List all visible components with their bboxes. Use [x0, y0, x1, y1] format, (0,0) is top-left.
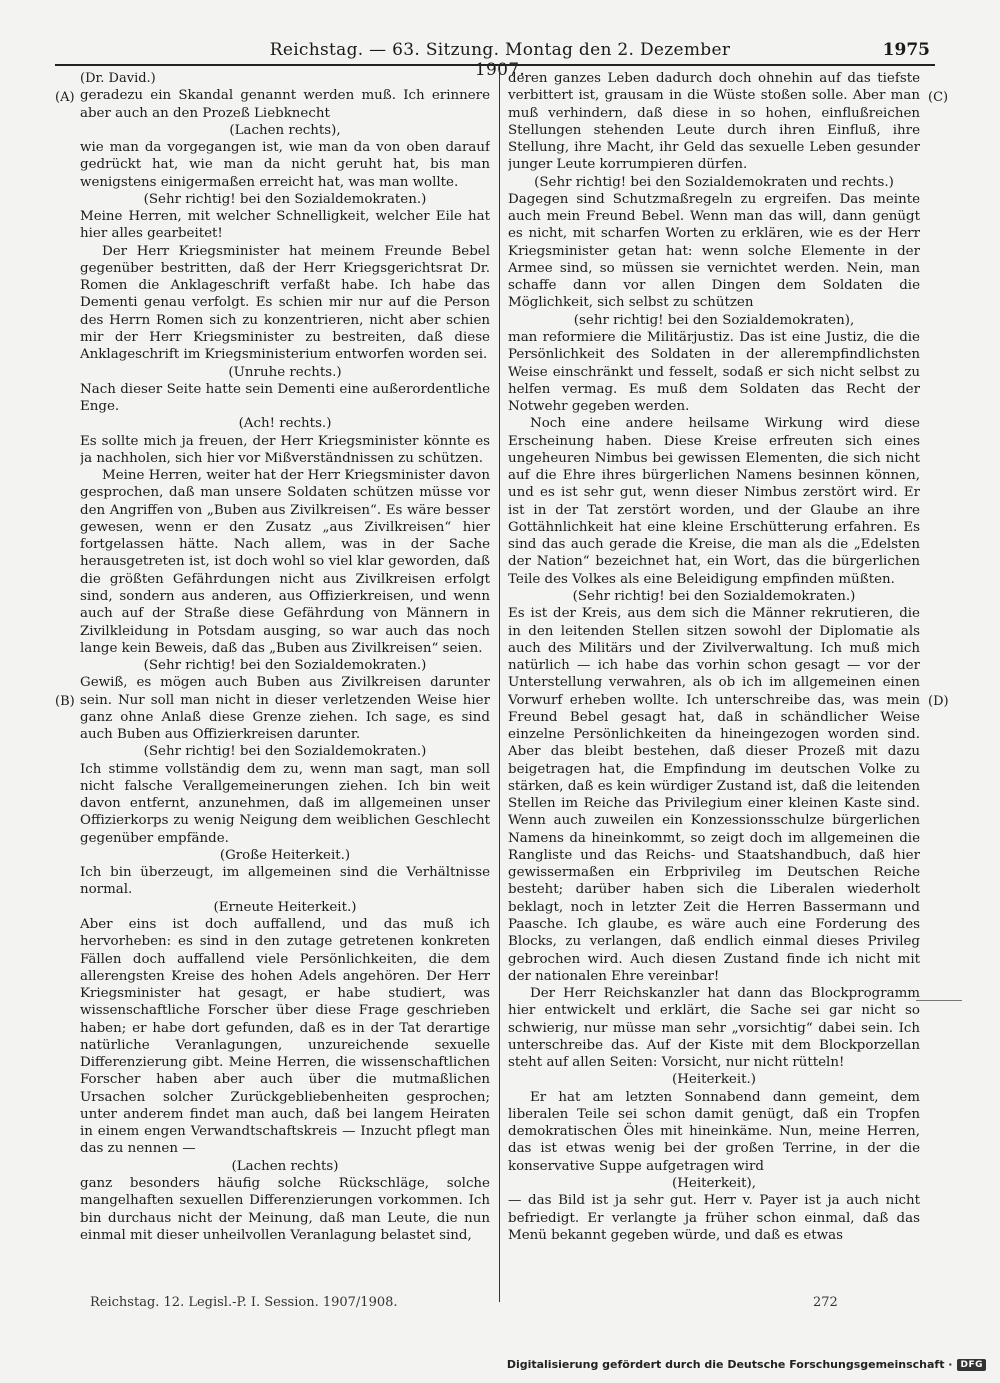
reaction: (Heiterkeit.)	[672, 1072, 756, 1088]
paragraph: Ich bin überzeugt, im allgemeinen sind die Verhältnisse normal.	[80, 865, 490, 898]
reaction: (Unruhe rechts.)	[228, 364, 342, 380]
margin-marker-b: (B)	[55, 694, 75, 709]
pencil-annotation	[916, 1000, 962, 1001]
paragraph: Meine Herren, mit welcher Schnelligkeit, welcher Eile hat hier alles gearbeitet!	[80, 209, 490, 242]
paragraph: geradezu ein Skandal genannt werden muß. Ich erinnere aber auch an den Prozeß Liebknecht	[80, 88, 490, 121]
sheet-number: 272	[813, 1295, 838, 1310]
column-divider	[499, 70, 500, 1302]
margin-marker-d: (D)	[928, 694, 949, 709]
paragraph: Noch eine andere heilsame Wirkung wird diese Erscheinung haben. Diese Kreise erfreuten sich eines ungeheuren Nimbus bei gewissen Elementen, die sich nicht auf die Ehre ihres bürgerlichen Namens besinnen können, und es ist sehr gut, wenn dieser Nimbus zerstört wird. Er ist in der Tat zerstört worden, und der Glaube an ihre Gottähnlichkeit hat eine kleine Erschütterung erfahren. Es sind das auch gerade die Kreise, die man als die „Edelsten der Nation“ bezeichnet hat, ein Wort, das die bürgerlichen Teile des Volkes als eine Beleidigung empfinden müßten.	[508, 416, 920, 587]
credit-text: Digitalisierung gefördert durch die Deutsche Forschungsgemeinschaft ·	[506, 1358, 953, 1371]
margin-marker-a: (A)	[55, 90, 75, 105]
paragraph: Dagegen sind Schutzmaßregeln zu ergreifen. Das meinte auch mein Freund Bebel. Wenn man das will, dann genügt es nicht, mit scharfen Worten zu erklären, wie es der Herr Kriegsminister getan hat: wenn solche Elemente in der Armee sind, so müssen sie vernichtet werden. Nein, man schaffe dann vor allen Dingen dem Soldaten die Möglichkeit, sich selbst zu schützen	[508, 191, 920, 311]
reaction: (Lachen rechts),	[229, 122, 341, 138]
paragraph: Gewiß, es mögen auch Buben aus Zivilkreisen darunter sein. Nur soll man nicht in dieser verletzenden Weise hier ganz ohne Anlaß diese Grenze ziehen. Ich sage, es sind auch Buben aus Offizierkreisen darunter.	[80, 675, 490, 743]
dfg-logo: DFG	[957, 1359, 986, 1371]
paragraph: Er hat am letzten Sonnabend dann gemeint, dem liberalen Teile sei schon damit genügt, daß ein Tropfen demokratischen Öles mit hineinkäme. Nun, meine Herren, das ist etwas wenig bei der großen Terrine, in der die konservative Suppe aufgetragen wird	[508, 1089, 920, 1174]
page-number: 1975	[882, 40, 930, 60]
paragraph: Es ist der Kreis, aus dem sich die Männer rekrutieren, die in den leitenden Stellen sitzen sowohl der Diplomatie als auch des Militärs und der Zivilverwaltung. Ich muß mich natürlich — ich habe das vorhin schon gesagt — vor der Unterstellung verwahren, als ob ich im allgemeinen einen Vorwurf erheben wollte. Ich unterschreibe das, was mein Freund Bebel gesagt hat, daß in schändlicher Weise einzelne Persönlichkeiten da hineingezogen worden sind. Aber das bleibt bestehen, daß dieser Prozeß mit dazu beigetragen hat, die Empfindung im deutschen Volke zu stärken, daß es kein würdiger Zustand ist, daß die leitenden Stellen im Reiche das Privilegium einer kleinen Kaste sind. Wenn auch zuweilen ein Konzessionsschulze bürgerlichen Namens da hineinkommt, so zeigt doch im allgemeinen die Rangliste und das Reichs- und Staatshandbuch, daß hier gewissermaßen ein Erbprivileg im Deutschen Reiche besteht; darüber haben sich die Liberalen wiederholt beklagt, noch in letzter Zeit die Herren Bassermann und Paasche. Ich glaube, es wäre auch eine Forderung des Blocks, zu verlangen, daß endlich einmal dieses Privileg gebrochen wird. Auch diesen Zustand finde ich nicht mit der nationalen Ehre vereinbar!	[508, 606, 920, 984]
reaction: (Heiterkeit),	[672, 1176, 756, 1191]
paragraph: Ich stimme vollständig dem zu, wenn man sagt, man soll nicht falsche Verallgemeinerungen ziehen. Ich bin weit davon entfernt, anzunehmen, daß im allgemeinen unser Offizierkorps zu wenig Neigung dem weiblichen Geschlecht gegenüber empfände.	[80, 761, 490, 846]
digitization-credit	[507, 1358, 986, 1371]
reaction: (Sehr richtig! bei den Sozialdemokraten und rechts.)	[534, 174, 894, 190]
header-rule	[55, 64, 935, 66]
paragraph: deren ganzes Leben dadurch doch ohnehin auf das tiefste verbittert ist, grausam in die Wüste stoßen solle. Aber man muß verhindern, daß diese in so hohen, einflußreichen Stellungen stehenden Leute durch ihren Einfluß, ihre Stellung, ihre Macht, ihr Geld das sexuelle Leben gesunder junger Leute korrumpieren dürfen.	[508, 71, 920, 173]
reaction: (Sehr richtig! bei den Sozialdemokraten.)	[572, 588, 856, 604]
running-header: Reichstag. — 63. Sitzung. Montag den 2. Dezember 1907.	[269, 40, 731, 80]
paragraph: man reformiere die Militärjustiz. Das ist eine Justiz, die die Persönlichkeit des Soldaten in der allerempfindlichsten Weise einschränkt und fesselt, sodaß er sich nicht selbst zu helfen vermag. Es muß dem Soldaten das Recht der Notwehr gegeben werden.	[508, 329, 920, 415]
paragraph: Es sollte mich ja freuen, der Herr Kriegsminister könnte es ja nachholen, sich hier vor Mißverständnissen zu schützen.	[80, 433, 490, 466]
reaction: (Ach! rechts.)	[238, 416, 332, 432]
paragraph: Der Herr Kriegsminister hat meinem Freunde Bebel gegenüber bestritten, daß der Herr Kriegsgerichtsrat Dr. Romen die Anklageschrift verfaßt habe. Ich habe das Dementi genau verfolgt. Es schien mir nur auf die Person des Herrn Romen sich zu konzentrieren, nicht aber schien mir der Herr Kriegsminister zu bestreiten, daß diese Anklageschrift im Kriegsministerium entworfen worden sei.	[80, 243, 490, 363]
paragraph: Meine Herren, weiter hat der Herr Kriegsminister davon gesprochen, daß man unsere Soldaten schützen müsse vor den Angriffen von „Buben aus Zivilkreisen“. Es wäre besser gewesen, wenn er den Zusatz „aus Zivilkreisen“ hier fortgelassen hätte. Nach allem, was in der Sache herausgetreten ist, ist doch wohl so viel klar geworden, daß die größten Gefährdungen nicht aus Zivilkreisen erfolgt sind, sondern aus anderen, aus Offizierkreisen, und wenn auch auf der Straße diese Gefährdung von Männern in Zivilkleidung in Potsdam ausging, so war auch das noch lange kein Beweis, daß das „Buben aus Zivilkreisen“ seien.	[80, 468, 490, 656]
speaker-label: (Dr. David.)	[80, 71, 156, 86]
paragraph: ganz besonders häufig solche Rückschläge, solche mangelhaften sexuellen Differenzierungen vorkommen. Ich bin durchaus nicht der Meinung, daß man Leute, die nun einmal mit dieser unheilvollen Veranlagung belastet sind,	[80, 1176, 490, 1243]
reaction: (Große Heiterkeit.)	[219, 847, 351, 863]
sheet-signature: Reichstag. 12. Legisl.-P. I. Session. 1907/1908.	[90, 1295, 398, 1310]
reaction: (Sehr richtig! bei den Sozialdemokraten.)	[143, 191, 427, 207]
reaction: (Sehr richtig! bei den Sozialdemokraten.)	[143, 658, 427, 674]
paragraph: Der Herr Reichskanzler hat dann das Blockprogramm hier entwickelt und erklärt, die Sache sei gar nicht so schwierig, nur müsse man sehr „vorsichtig“ dabei sein. Ich unterschreibe das. Auf der Kiste mit dem Blockporzellan steht auf allen Seiten: Vorsicht, nur nicht rütteln!	[508, 986, 920, 1071]
paragraph: Aber eins ist doch auffallend, und das muß ich hervorheben: es sind in den zutage getretenen konkreten Fällen doch auffallend viele Persönlichkeiten, die dem allerengsten Kreise des hohen Adels angehören. Der Herr Kriegsminister hat gesagt, er habe studiert, was wissenschaftliche Forscher über diese Frage geschrieben haben; er habe dort gefunden, daß es in der Tat derartige natürliche Veranlagungen, unzureichende sexuelle Differenzierung gibt. Meine Herren, die wissenschaftlichen Forscher haben aber auch über die mutmaßlichen Ursachen solcher Zurückgebliebenheiten gesprochen; unter anderem findet man auch, daß bei langem Heiraten in einem engen Verwandtschaftskreis — Inzucht pflegt man das zu nennen —	[80, 917, 490, 1157]
reaction: (sehr richtig! bei den Sozialdemokraten),	[573, 312, 855, 328]
left-column	[80, 70, 490, 1295]
paragraph: wie man da vorgegangen ist, wie man da von oben darauf gedrückt hat, wie man da nicht geruht hat, bis man wenigstens einigermaßen erreicht hat, was man wollte.	[80, 140, 490, 190]
reaction: (Erneute Heiterkeit.)	[213, 899, 357, 915]
margin-marker-c: (C)	[928, 90, 949, 105]
paragraph: — das Bild ist ja sehr gut. Herr v. Payer ist ja auch nicht befriedigt. Er verlangte ja früher schon einmal, daß das Menü bekannt gegeben würde, und daß es etwas	[508, 1193, 920, 1243]
reaction: (Lachen rechts)	[231, 1158, 339, 1174]
reaction: (Sehr richtig! bei den Sozialdemokraten.)	[143, 744, 427, 760]
paragraph: Nach dieser Seite hatte sein Dementi eine außerordentliche Enge.	[80, 381, 490, 415]
right-column	[508, 70, 920, 1295]
